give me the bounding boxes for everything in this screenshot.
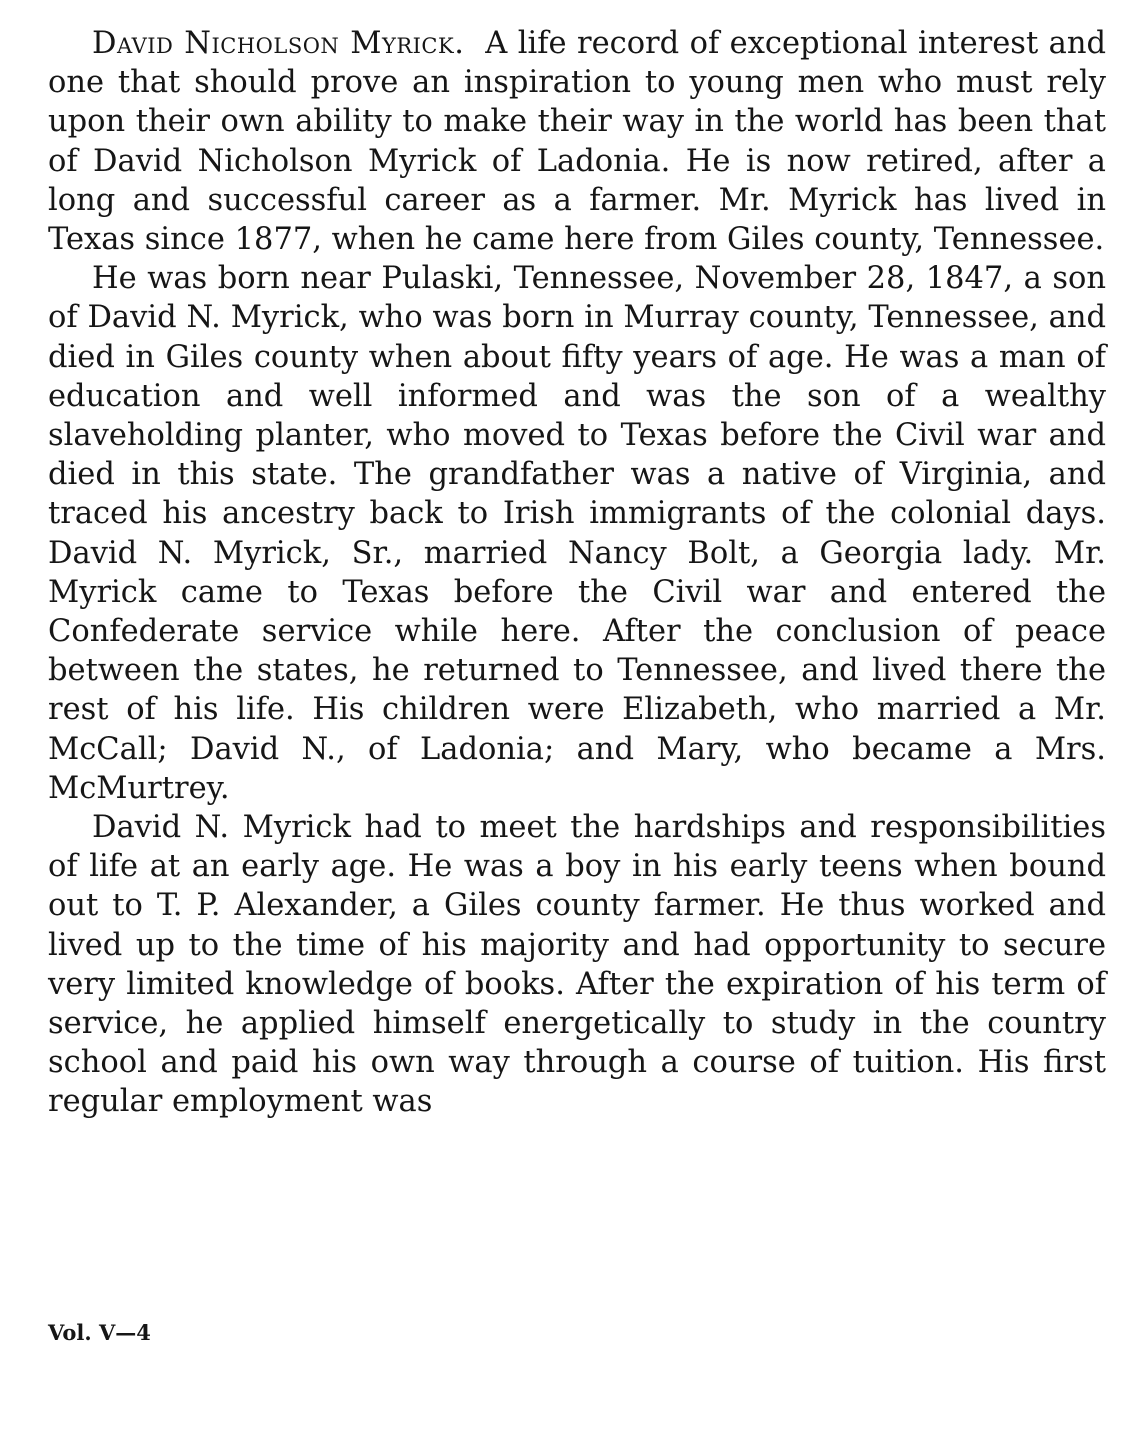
paragraph-3: David N. Myrick had to meet the hardships and responsibilities of life at an early age. He was a boy in his early teens when bound out to T. P. Alexander, a Giles county farmer. He thus worked and lived up to the time of his majority and had opportunity to secure very limited knowledge of books. After the expiration of his term of service, he applied himself energetically to study in the country school and paid his own way through a course of tuition. His first regular employment was (48, 810, 1106, 1120)
paragraph-2: He was born near Pulaski, Tennessee, November 28, 1847, a son of David N. Myrick, who was born in Murray county, Tennessee, and died in Giles county when about fifty years of age. He was a man of education and well informed and was the son of a wealthy slaveholding planter, who moved to Texas before the Civil war and died in this state. The grandfather was a native of Virginia, and traced his ancestry back to Irish immigrants of the colonial days. David N. Myrick, Sr., married Nancy Bolt, a Georgia lady. Mr. Myrick came to Texas before the Civil war and entered the Confederate service while here. After the conclusion of peace between the states, he returned to Tennessee, and lived there the rest of his life. His children were Elizabeth, who married a Mr. McCall; David N., of Ladonia; and Mary, who became a Mrs. McMurtrey. (48, 261, 1106, 806)
paragraph-1 (48, 24, 1106, 259)
volume-signature: Vol. V—4 (48, 1320, 151, 1345)
biography-heading-name: David Nicholson Myrick. (92, 26, 465, 61)
article-body (48, 24, 1106, 1122)
paragraph-1-text: A life record of exceptional interest and one that should prove an inspiration to young men who must rely upon their own ability to make their way in the world has been that of David Nicholson Myrick of Ladonia. He is now retired, after a long and successful career as a farmer. Mr. Myrick has lived in Texas since 1877, when he came here from Giles county, Tennessee. (48, 26, 1106, 258)
